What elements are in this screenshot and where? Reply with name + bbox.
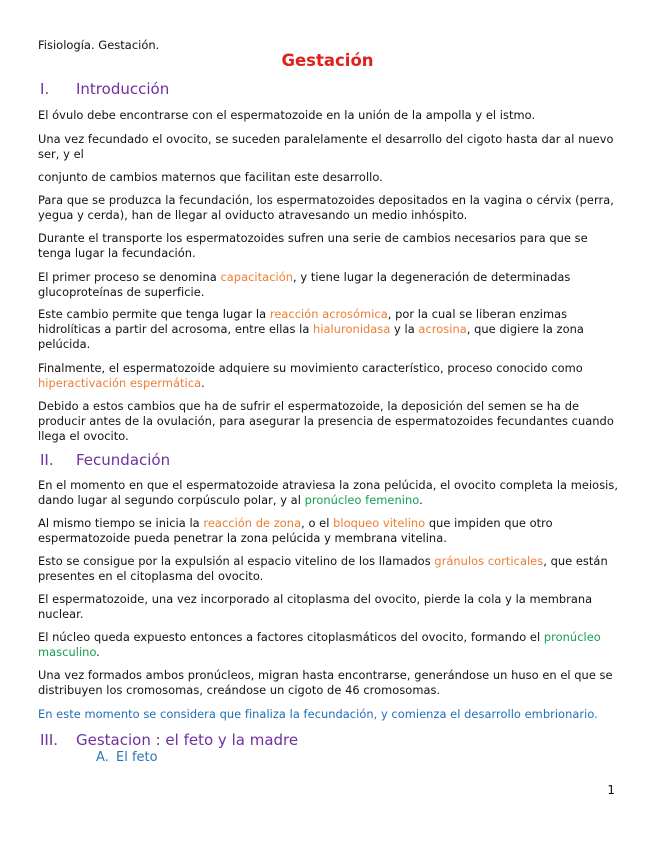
highlight-term: gránulos corticales [434,554,544,568]
section-title: Fecundación [76,451,171,469]
paragraph: Debido a estos cambios que ha de sufrir el espermatozoide, la deposición del semen se ha de producir antes de la ovulación, para asegurar la presencia de espermatozoides fecundantes cuando llega el ovocito. [38,399,614,444]
text-run: , que digiere la zona pelúcida. [38,322,584,352]
section-number: III. [40,731,59,749]
section-heading-gestacion [40,731,298,749]
paragraph: Para que se produzca la fecundación, los espermatozoides depositados en la vagina o cérvix (perra, yegua y cerda), han de llegar al oviducto atravesando un medio inhóspito. [38,193,614,223]
section-number: II. [40,451,54,469]
text-run: , por la cual se liberan enzimas hidrolíticas a partir del acrosoma, entre ellas la [38,307,568,337]
text-run: En el momento en que el espermatozoide atraviesa la zona pelúcida, el ovocito completa la meiosis, dando lugar al segundo corpúsculo polar, y al [38,478,619,508]
text-run: y la [390,322,419,337]
section-title: Gestacion : el feto y la madre [76,731,299,749]
paragraph: Una vez fecundado el ovocito, se suceden paralelamente el desarrollo del cigoto hasta dar al nuevo ser, y el [38,132,614,162]
highlight-term: reacción de zona [203,516,302,530]
paragraph [38,478,620,508]
subsection-heading-el-feto [96,750,158,765]
paragraph [38,307,620,353]
highlight-term: capacitación [220,270,294,284]
text-run: . [201,376,205,391]
text-run: El primer proceso se denomina [38,270,221,284]
section-heading-introduccion [40,80,169,98]
text-run: . [96,645,100,660]
text-run: . [419,493,423,508]
text-run: , y tiene lugar la degeneración de determinadas glucoproteínas de superficie. [38,270,571,300]
section-title: Introducción [76,80,170,98]
text-run: que impiden que otro espermatozoide pueda penetrar la zona pelúcida y membrana vitelina. [38,516,553,546]
highlight-term: pronúcleo femenino [304,493,420,508]
paragraph: conjunto de cambios maternos que facilitan este desarrollo. [38,170,383,184]
text-run: El núcleo queda expuesto entonces a factores citoplasmáticos del ovocito, formando el [38,630,544,644]
highlight-term: pronúcleo masculino [38,630,601,660]
paragraph: Una vez formados ambos pronúcleos, migran hasta encontrarse, generándose un huso en el que se distribuyen los cromosomas, creándose un cigoto de 46 cromosomas. [38,668,613,698]
paragraph [38,554,620,584]
section-number: I. [40,80,50,98]
paragraph [38,516,620,546]
text-run: Este cambio permite que tenga lugar la [38,307,270,321]
paragraph [38,361,620,391]
highlight-term: acrosina [418,322,467,337]
text-run: , que están presentes en el citoplasma del ovocito. [38,554,608,584]
highlight-term: reacción acrosómica [269,307,388,321]
page-number: 1 [607,783,615,797]
paragraph-conclusion: En este momento se considera que finaliza la fecundación, y comienza el desarrollo embrionario. [38,707,598,721]
subsection-number: A. [96,750,109,765]
highlight-term: bloqueo vitelino [333,516,426,530]
document-title: Gestación [281,51,374,70]
highlight-term: hialuronidasa [313,322,391,337]
paragraph [38,630,620,660]
paragraph: El óvulo debe encontrarse con el espermatozoide en la unión de la ampolla y el istmo. [38,108,536,122]
subsection-title: El feto [116,750,158,765]
text-run: Esto se consigue por la expulsión al espacio vitelino de los llamados [38,554,435,568]
running-header: Fisiología. Gestación. [38,38,160,52]
text-run: Al mismo tiempo se inicia la [38,516,204,530]
text-run: Finalmente, el espermatozoide adquiere su movimiento característico, proceso conocido como [38,361,583,375]
paragraph: Durante el transporte los espermatozoides sufren una serie de cambios necesarios para que se tenga lugar la fecundación. [38,231,588,261]
paragraph: El espermatozoide, una vez incorporado al citoplasma del ovocito, pierde la cola y la membrana nuclear. [38,592,593,622]
section-heading-fecundacion [40,451,170,469]
paragraph [38,270,620,300]
text-run: , o el [301,516,334,530]
highlight-term: hiperactivación espermática [38,376,202,391]
